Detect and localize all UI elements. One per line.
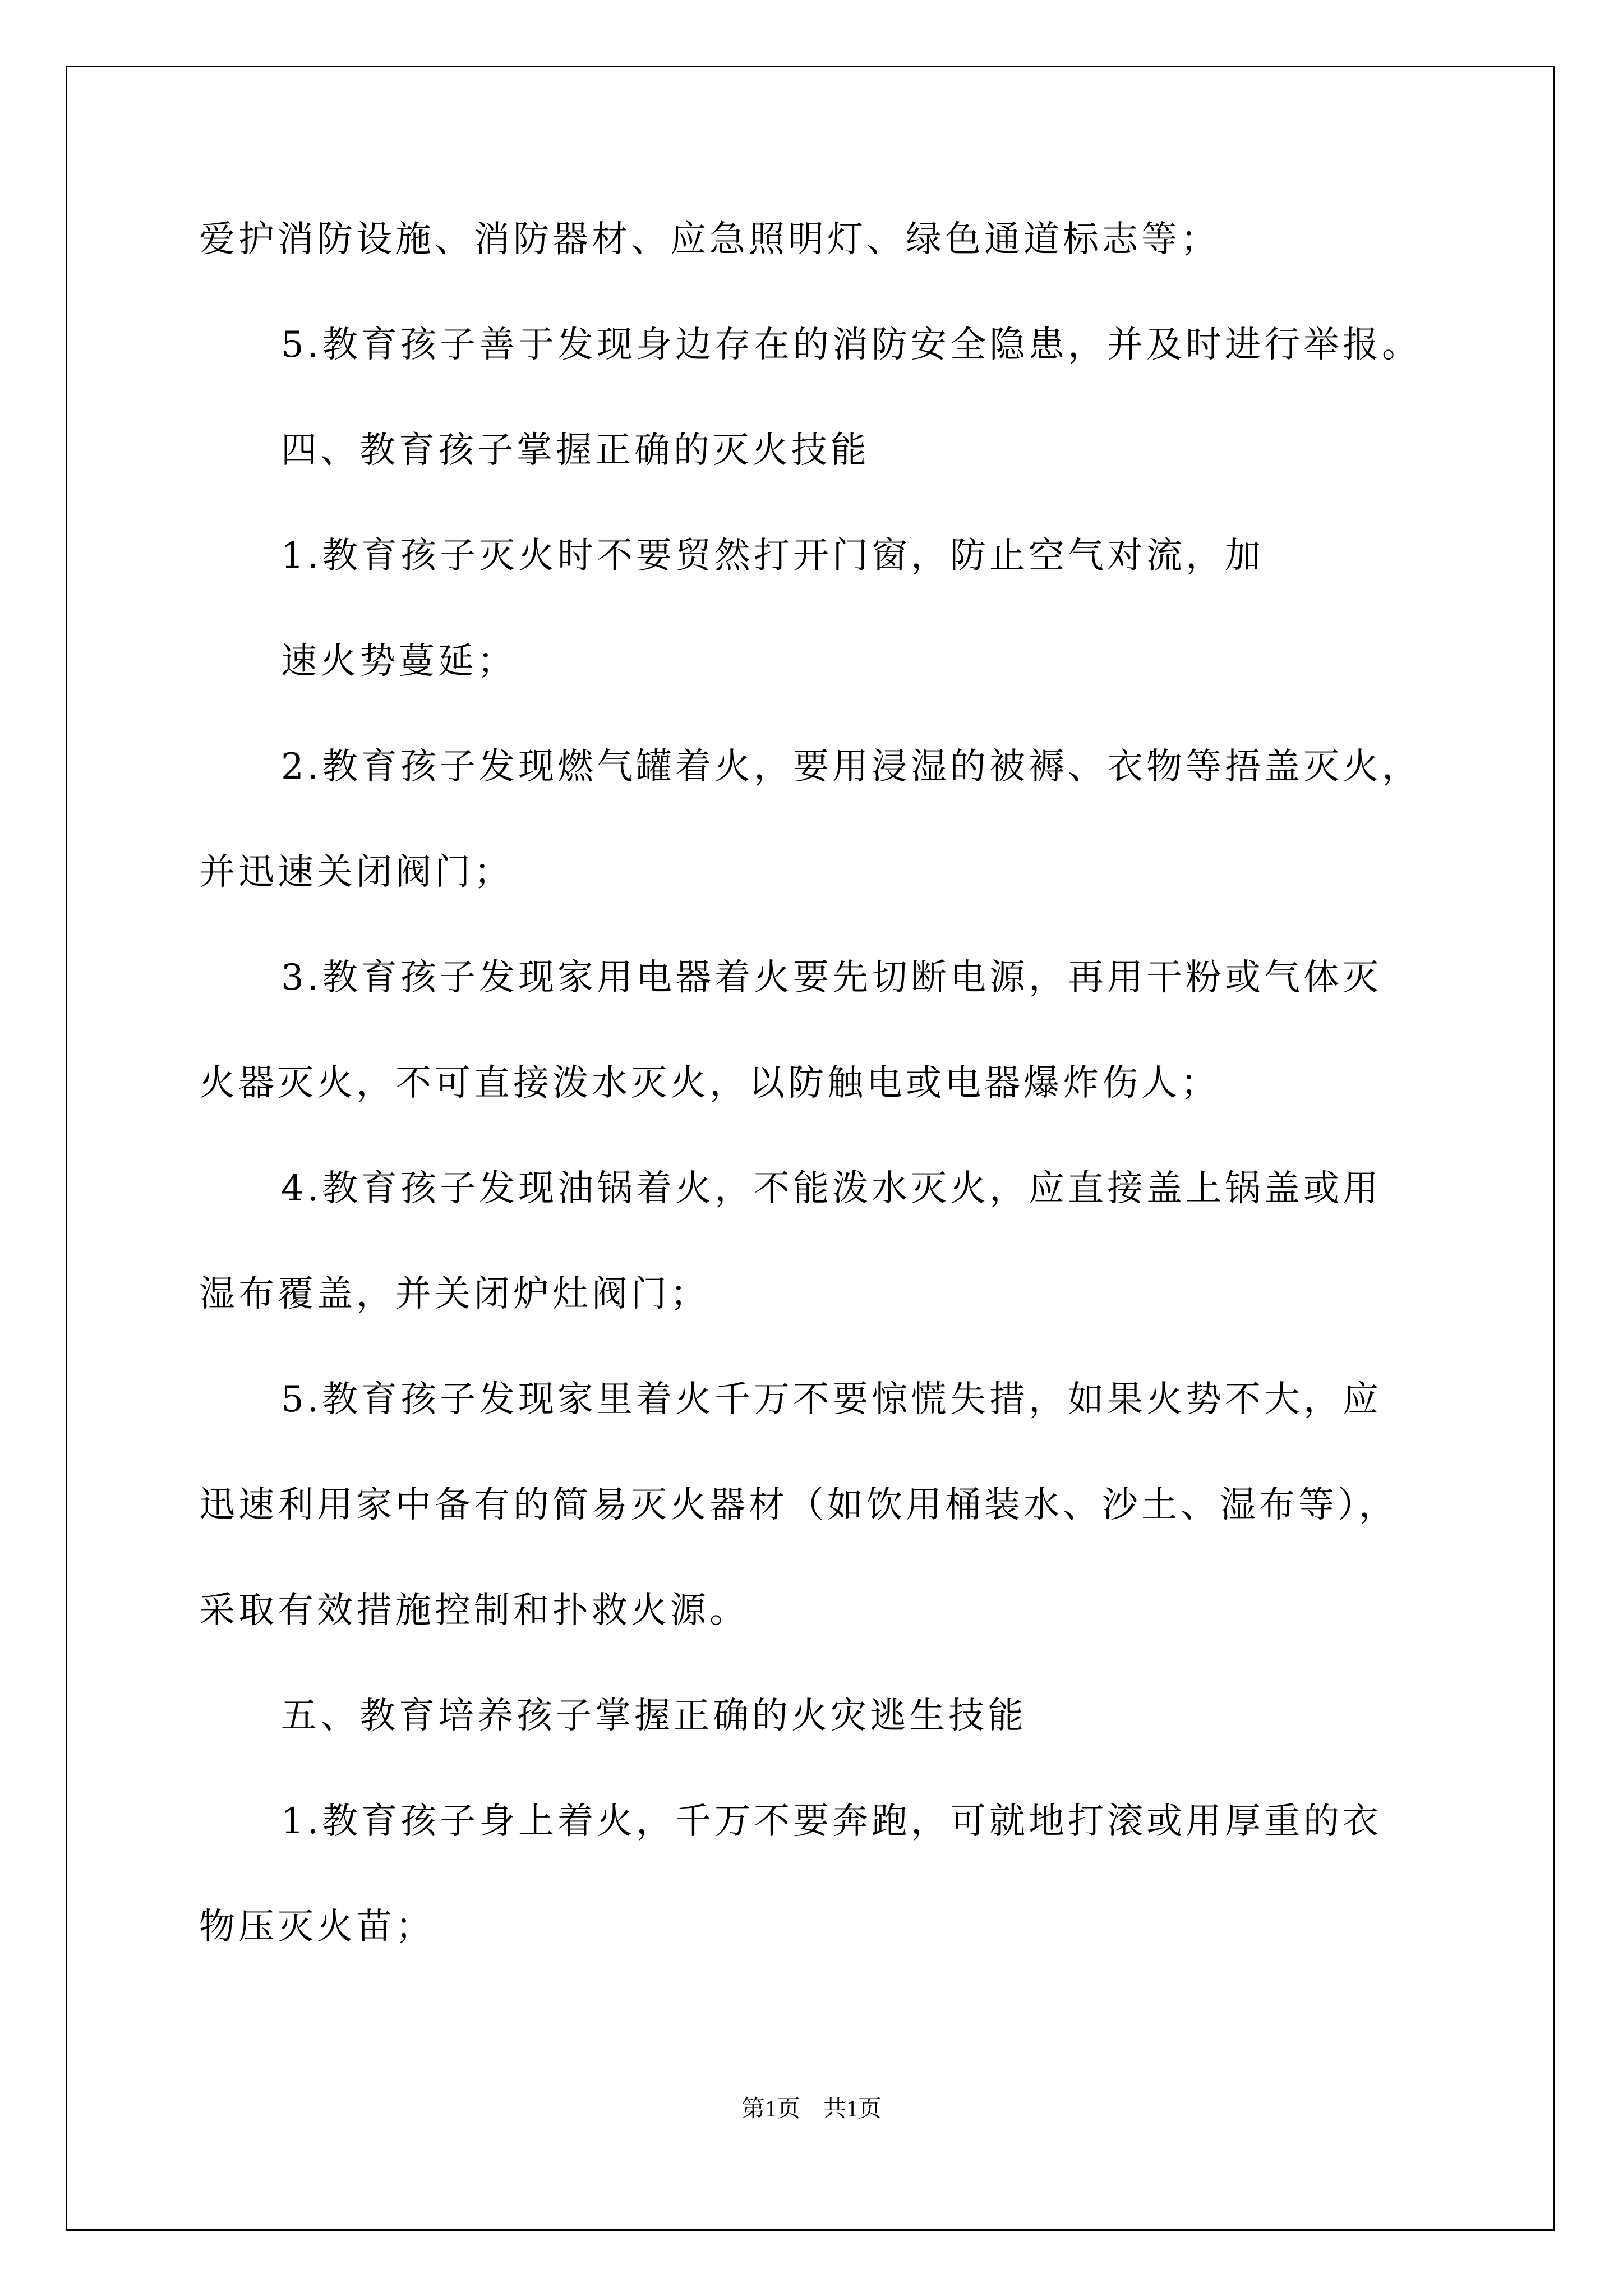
text-line: 速火势蔓延； [281, 641, 517, 682]
section-heading: 五、教育培养孩子掌握正确的火灾逃生技能 [281, 1695, 1027, 1737]
text-line: 湿布覆盖，并关闭炉灶阀门； [199, 1273, 709, 1315]
page-total: 共1页 [823, 2096, 882, 2122]
page-number: 第1页 [741, 2096, 800, 2122]
text-line: 迅速利用家中备有的简易灭火器材（如饮用桶装水、沙土、湿布等）， [199, 1484, 1398, 1526]
text-line: 4.教育孩子发现油锅着火，不能泼水灭火，应直接盖上锅盖或用 [281, 1168, 1382, 1209]
page-footer [0, 2092, 1623, 2126]
text-line: 5.教育孩子善于发现身边存在的消防安全隐患，并及时进行举报。 [281, 324, 1422, 366]
section-heading: 四、教育孩子掌握正确的灭火技能 [281, 430, 870, 471]
text-line: 物压灭火苗； [199, 1906, 435, 1948]
text-line: 2.教育孩子发现燃气罐着火，要用浸湿的被褥、衣物等捂盖灭火， [281, 746, 1422, 788]
text-line: 爱护消防设施、消防器材、应急照明灯、绿色通道标志等； [199, 219, 1220, 260]
text-line: 并迅速关闭阀门； [199, 852, 513, 893]
text-line: 3.教育孩子发现家用电器着火要先切断电源，再用干粉或气体灭 [281, 957, 1382, 999]
text-line: 5.教育孩子发现家里着火千万不要惊慌失措，如果火势不大，应 [281, 1379, 1382, 1420]
text-line: 1.教育孩子身上着火，千万不要奔跑，可就地打滚或用厚重的衣 [281, 1801, 1382, 1842]
text-line: 采取有效措施控制和扑救火源。 [199, 1590, 749, 1631]
text-line: 火器灭火，不可直接泼水灭火，以防触电或电器爆炸伤人； [199, 1062, 1220, 1104]
text-line: 1.教育孩子灭火时不要贸然打开门窗，防止空气对流，加 [281, 535, 1265, 577]
